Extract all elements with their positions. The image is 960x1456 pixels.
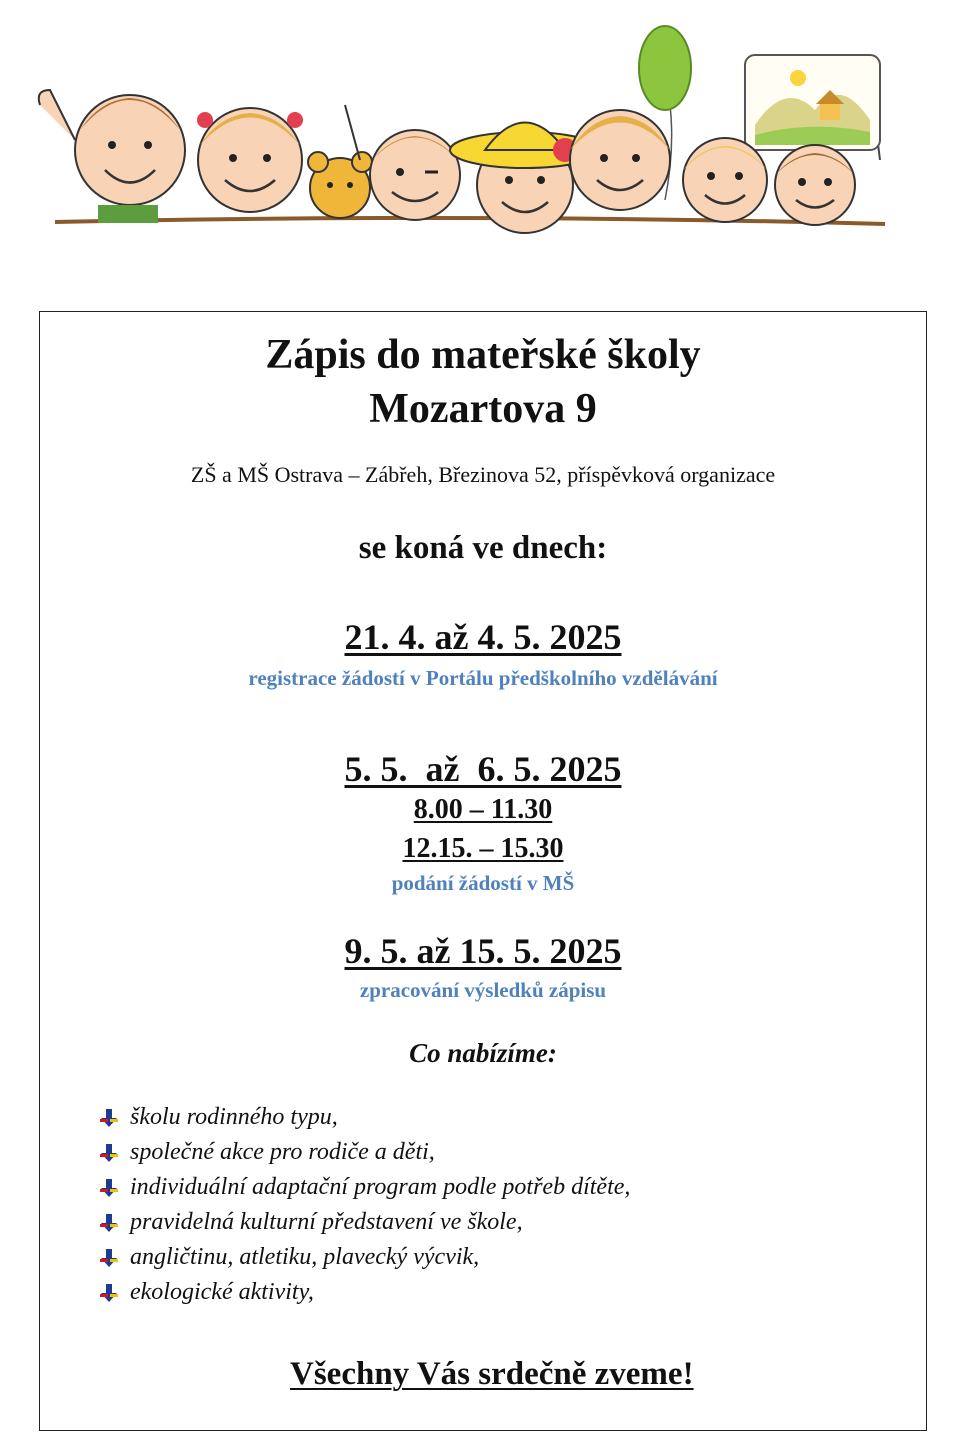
arrow-bullet-icon [98, 1107, 120, 1129]
arrow-bullet-icon [98, 1282, 120, 1304]
organization-line: ZŠ a MŠ Ostrava – Zábřeh, Březinova 52, příspěvková organizace [190, 462, 776, 487]
offer-item-text: školu rodinného typu, [130, 1104, 338, 1130]
children-peeking-illustration-icon [20, 10, 900, 250]
list-item [98, 1205, 630, 1240]
schedule-date-2: 5. 5. až 6. 5. 2025 [344, 749, 622, 789]
schedule-date-3: 9. 5. až 15. 5. 2025 [344, 931, 622, 971]
arrow-bullet-icon [98, 1177, 120, 1199]
schedule-note-3: zpracování výsledků zápisu [359, 978, 607, 1002]
list-item [98, 1170, 630, 1205]
list-item [98, 1240, 630, 1275]
schedule-time-2: 12.15. – 15.30 [402, 833, 564, 864]
title-line-2: Mozartova 9 [369, 386, 597, 432]
offer-item-text: pravidelná kulturní představení ve škole, [130, 1209, 523, 1235]
arrow-bullet-icon [98, 1247, 120, 1269]
offer-item-text: společné akce pro rodiče a děti, [130, 1139, 435, 1165]
offer-list [98, 1100, 630, 1310]
page-title [40, 328, 926, 436]
offer-item-text: ekologické aktivity, [130, 1279, 314, 1305]
schedule-note-1: registrace žádostí v Portálu předškolního vzdělávání [248, 666, 718, 690]
list-item [98, 1100, 630, 1135]
closing-invitation: Všechny Vás srdečně zveme! [290, 1356, 694, 1392]
schedule-note-2: podání žádostí v MŠ [391, 871, 575, 895]
offer-item-text: angličtinu, atletiku, plavecký výcvik, [130, 1244, 480, 1270]
schedule-date-1: 21. 4. až 4. 5. 2025 [344, 617, 622, 657]
announcement-frame [39, 311, 927, 1431]
arrow-bullet-icon [98, 1212, 120, 1234]
offer-item-text: individuální adaptační program podle potřeb dítěte, [130, 1174, 631, 1200]
title-line-1: Zápis do mateřské školy [265, 332, 701, 378]
intro-line: se koná ve dnech: [358, 530, 608, 566]
arrow-bullet-icon [98, 1142, 120, 1164]
list-item [98, 1135, 630, 1170]
offer-title: Co nabízíme: [409, 1038, 557, 1068]
schedule-time-1: 8.00 – 11.30 [413, 794, 553, 825]
list-item [98, 1275, 630, 1310]
